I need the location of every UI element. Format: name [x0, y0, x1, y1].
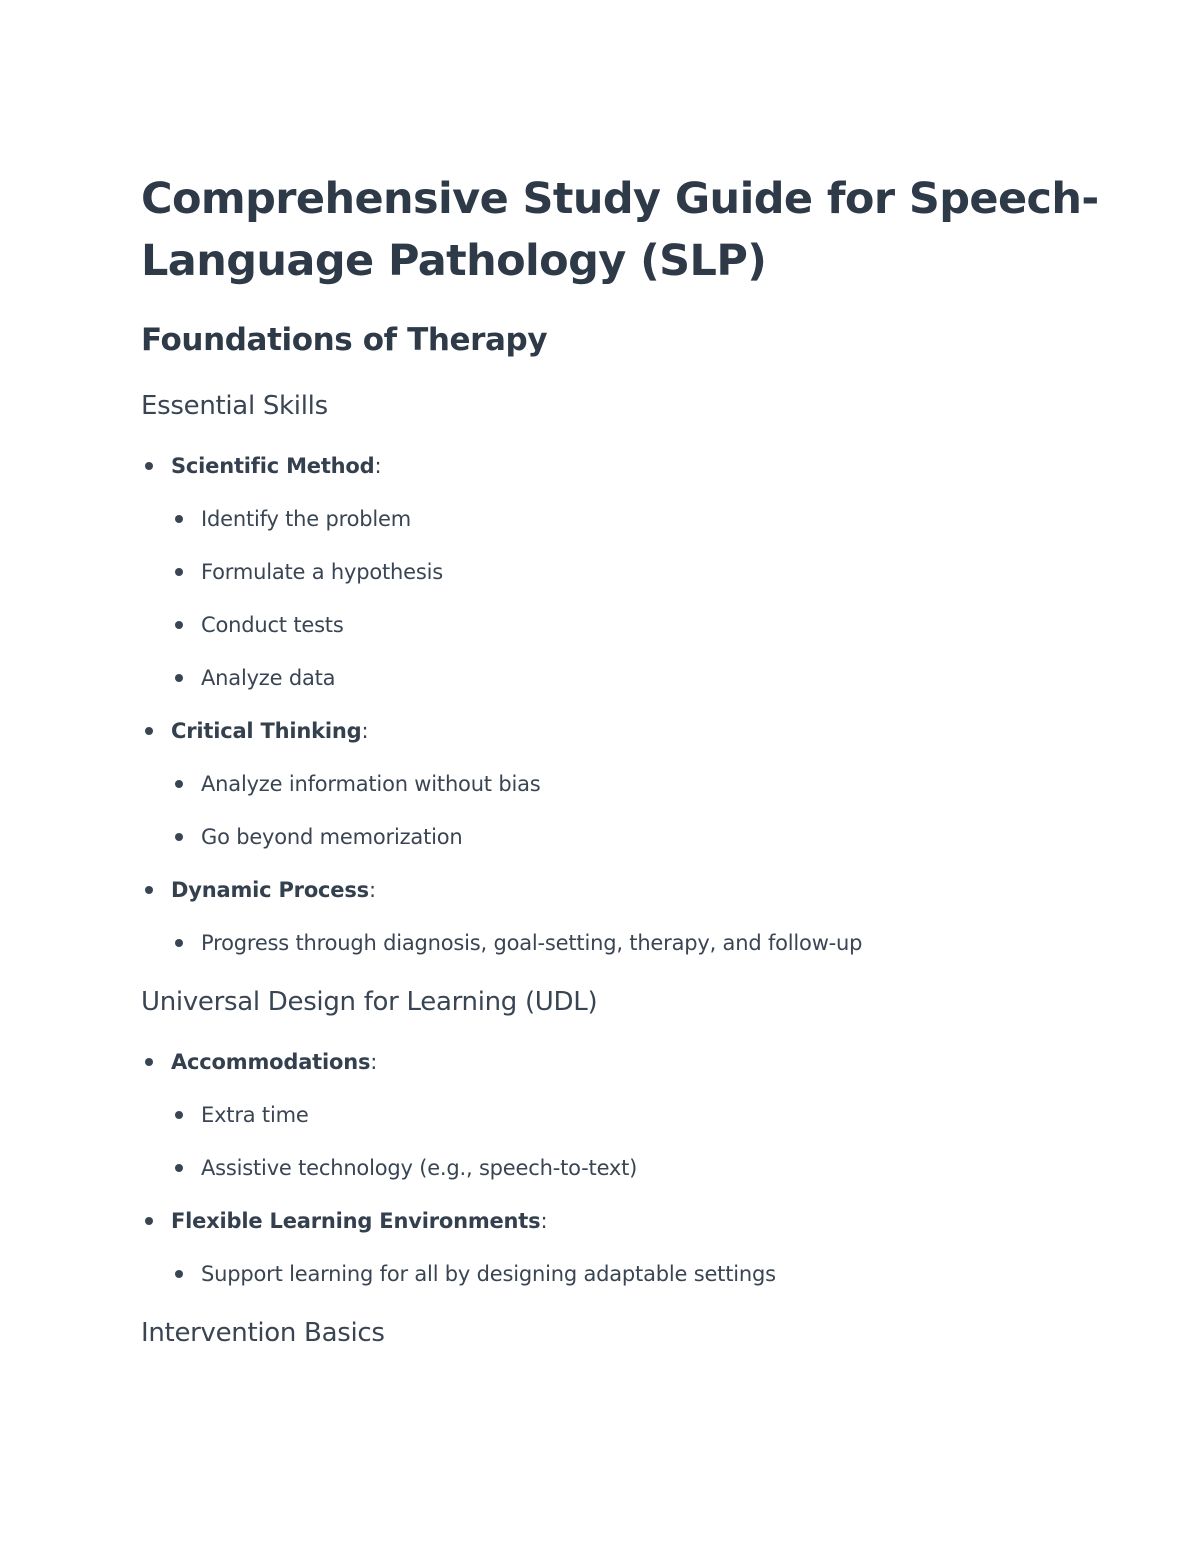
sublist-item-text: Assistive technology (e.g., speech-to-text): [201, 1156, 638, 1180]
sublist-item: [171, 546, 1101, 599]
bullet-icon: [175, 939, 183, 947]
bullet-icon: [175, 568, 183, 576]
subsection-heading-udl: Universal Design for Learning (UDL): [141, 987, 598, 1017]
sublist-item: [171, 493, 1101, 546]
sublist-item: [171, 1142, 1101, 1195]
sublist-item-text: Formulate a hypothesis: [201, 560, 443, 584]
list-item-suffix: :: [361, 719, 369, 743]
section-heading: Foundations of Therapy: [141, 322, 548, 358]
bullet-icon: [175, 1270, 183, 1278]
list-item-term: Dynamic Process: [171, 878, 369, 902]
bullet-icon: [175, 780, 183, 788]
sublist: [171, 1089, 1101, 1195]
list-item-term: Scientific Method: [171, 454, 375, 478]
list-item: [141, 705, 1101, 864]
bullet-icon: [175, 621, 183, 629]
subsection-heading-essential-skills: Essential Skills: [141, 391, 328, 421]
sublist-item-text: Support learning for all by designing adaptable settings: [201, 1262, 776, 1286]
list-item: [141, 1036, 1101, 1195]
list-item-term: Critical Thinking: [171, 719, 362, 743]
sublist-item-text: Identify the problem: [201, 507, 411, 531]
bullet-icon: [145, 886, 153, 894]
sublist-item: [171, 811, 1101, 864]
bullet-icon: [145, 727, 153, 735]
list-item-term: Accommodations: [171, 1050, 371, 1074]
list-item: [141, 440, 1101, 705]
bullet-icon: [175, 1111, 183, 1119]
sublist: [171, 917, 1101, 970]
list-item-suffix: :: [370, 1050, 378, 1074]
sublist-item-text: Extra time: [201, 1103, 309, 1127]
sublist-item: [171, 652, 1101, 705]
list-item-suffix: :: [540, 1209, 548, 1233]
udl-list: [141, 1036, 1101, 1301]
bullet-icon: [175, 515, 183, 523]
bullet-icon: [145, 462, 153, 470]
bullet-icon: [175, 1164, 183, 1172]
document-page: [141, 168, 1101, 1353]
sublist: [171, 1248, 1101, 1301]
sublist-item: [171, 1089, 1101, 1142]
sublist-item-text: Conduct tests: [201, 613, 344, 637]
sublist-item-text: Go beyond memorization: [201, 825, 463, 849]
bullet-icon: [175, 674, 183, 682]
sublist-item: [171, 599, 1101, 652]
sublist: [171, 758, 1101, 864]
list-item-suffix: :: [368, 878, 376, 902]
sublist-item-text: Analyze information without bias: [201, 772, 541, 796]
list-item-suffix: :: [374, 454, 382, 478]
essential-skills-list: [141, 440, 1101, 970]
document-title: Comprehensive Study Guide for Speech-Language Pathology (SLP): [141, 174, 1099, 286]
sublist-item-text: Progress through diagnosis, goal-setting, therapy, and follow-up: [201, 931, 863, 955]
bullet-icon: [145, 1217, 153, 1225]
list-item-term: Flexible Learning Environments: [171, 1209, 541, 1233]
sublist-item: [171, 917, 1101, 970]
sublist: [171, 493, 1101, 705]
list-item: [141, 864, 1101, 970]
sublist-item: [171, 758, 1101, 811]
subsection-heading-intervention-basics: Intervention Basics: [141, 1318, 385, 1348]
sublist-item-text: Analyze data: [201, 666, 336, 690]
bullet-icon: [145, 1058, 153, 1066]
bullet-icon: [175, 833, 183, 841]
sublist-item: [171, 1248, 1101, 1301]
list-item: [141, 1195, 1101, 1301]
